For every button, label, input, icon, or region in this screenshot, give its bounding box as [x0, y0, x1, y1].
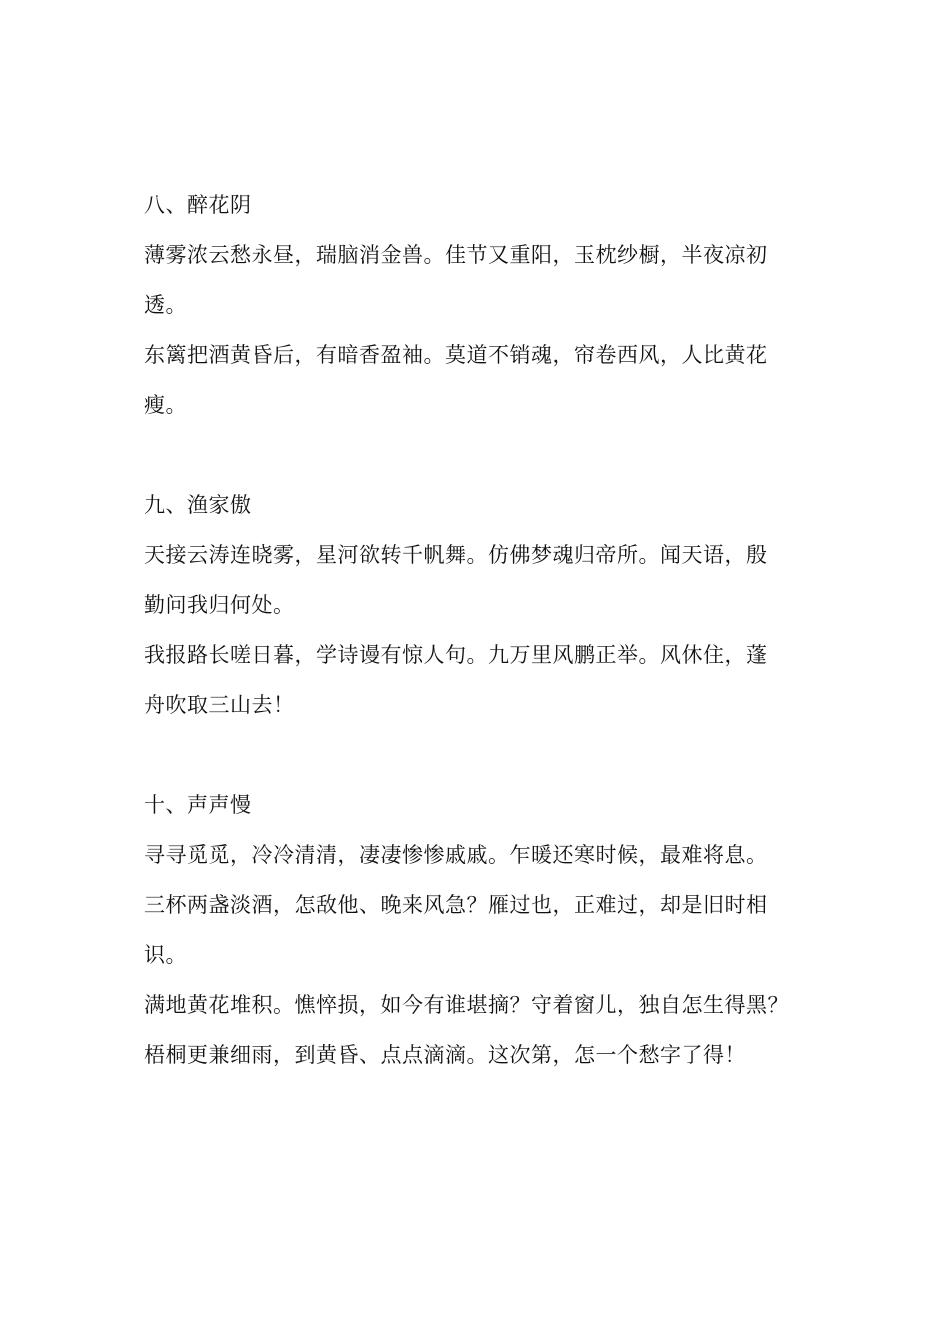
poem-line: 东篱把酒黄昏后，有暗香盈袖。莫道不销魂，帘卷西风，人比黄花: [144, 343, 768, 367]
poem-section-zuihuayin: [144, 180, 844, 430]
poem-line: 舟吹取三山去！: [144, 693, 295, 717]
document-page: [144, 180, 844, 1080]
poem-line: 三杯两盏淡酒，怎敌他、晚来风急？雁过也，正难过，却是旧时相: [144, 893, 768, 917]
poem-section-yujiaao: [144, 480, 844, 730]
poem-line: 勤问我归何处。: [144, 593, 295, 617]
poem-title: 九、渔家傲: [144, 493, 252, 517]
section-spacer: [144, 430, 844, 480]
section-spacer: [144, 730, 844, 780]
poem-line: 透。: [144, 293, 187, 317]
poem-title: 十、声声慢: [144, 793, 252, 817]
poem-line: 寻寻觅觅，冷冷清清，凄凄惨惨戚戚。乍暖还寒时候，最难将息。: [144, 843, 768, 867]
poem-section-shengshengman: [144, 780, 844, 1080]
poem-line: 梧桐更兼细雨，到黄昏、点点滴滴。这次第，怎一个愁字了得！: [144, 1043, 746, 1067]
poem-line: 薄雾浓云愁永昼，瑞脑消金兽。佳节又重阳，玉枕纱橱，半夜凉初: [144, 243, 768, 267]
poem-line: 瘦。: [144, 393, 187, 417]
poem-line: 满地黄花堆积。憔悴损，如今有谁堪摘？守着窗儿，独自怎生得黑？: [144, 993, 789, 1017]
poem-line: 识。: [144, 943, 187, 967]
poem-title: 八、醉花阴: [144, 193, 252, 217]
poem-line: 我报路长嗟日暮，学诗谩有惊人句。九万里风鹏正举。风休住，蓬: [144, 643, 768, 667]
poem-line: 天接云涛连晓雾，星河欲转千帆舞。仿佛梦魂归帝所。闻天语，殷: [144, 543, 768, 567]
